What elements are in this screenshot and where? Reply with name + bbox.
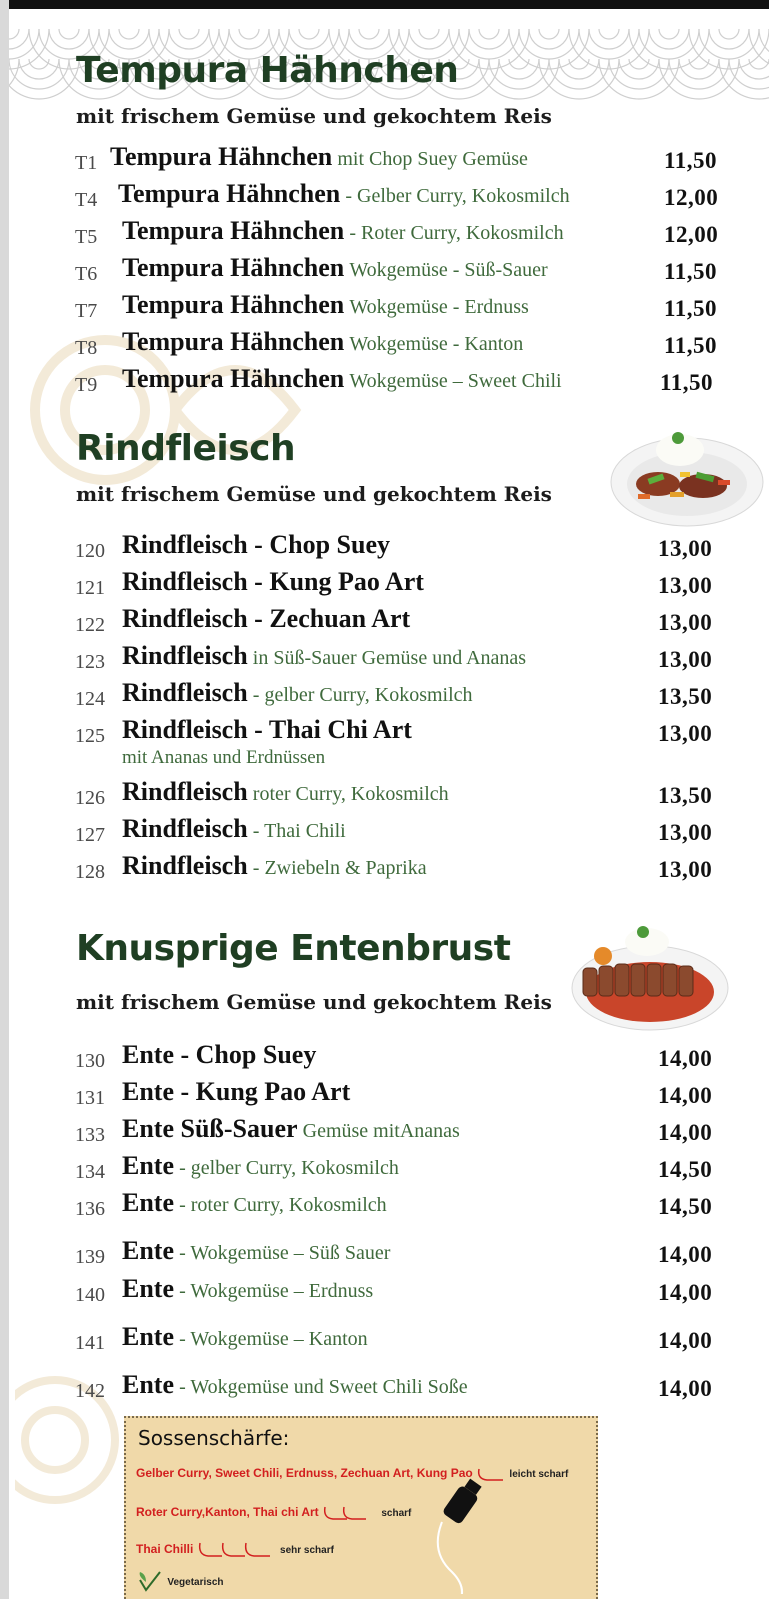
item-text <box>122 1040 316 1070</box>
menu-item-row <box>0 1274 769 1310</box>
legend-mild-label: leicht scharf <box>509 1469 569 1481</box>
item-code: 127 <box>75 824 105 846</box>
item-description: - gelber Curry, Kokosmilch <box>179 1157 399 1179</box>
item-name: Rindfleisch <box>122 641 248 670</box>
chili-icon-triple <box>197 1540 277 1560</box>
item-name: Rindfleisch <box>122 814 248 843</box>
item-price: 14,00 <box>658 1280 713 1305</box>
item-text <box>122 715 412 745</box>
legend-medium <box>136 1504 411 1522</box>
item-text <box>122 327 523 357</box>
legend-hot <box>136 1540 334 1560</box>
item-code: 124 <box>75 688 105 710</box>
item-name: Ente <box>122 1370 174 1399</box>
item-text <box>122 604 410 634</box>
item-price: 13,50 <box>658 684 713 709</box>
item-description: - Roter Curry, Kokosmilch <box>349 222 564 244</box>
duck-dish-image <box>565 920 730 1035</box>
item-price: 13,00 <box>658 647 713 672</box>
item-price: 11,50 <box>664 296 717 321</box>
item-code: T8 <box>75 337 98 359</box>
item-name: Rindfleisch - Chop Suey <box>122 530 390 559</box>
item-name: Rindfleisch - Thai Chi Art <box>122 715 412 744</box>
item-code: 140 <box>75 1284 105 1306</box>
item-text <box>122 814 346 844</box>
section-title-tempura: Tempura Hähnchen <box>76 50 459 91</box>
menu-item-row <box>0 1114 769 1150</box>
item-description: - Zwiebeln & Paprika <box>252 857 427 879</box>
menu-item-row <box>0 327 769 363</box>
item-price: 13,50 <box>658 783 713 808</box>
item-text <box>110 142 528 172</box>
item-code: 121 <box>75 577 105 599</box>
menu-item-row <box>0 814 769 850</box>
item-name: Tempura Hähnchen <box>122 216 345 245</box>
item-code: 123 <box>75 651 105 673</box>
chili-icon-double <box>322 1504 378 1522</box>
item-code: 136 <box>75 1198 105 1220</box>
menu-item-row <box>0 1151 769 1187</box>
item-price: 13,00 <box>658 536 713 561</box>
menu-item-row <box>0 530 769 566</box>
item-description: - Wokgemüse – Erdnuss <box>179 1280 374 1302</box>
item-code: 125 <box>75 725 105 747</box>
beef-dish-image <box>608 414 766 532</box>
item-price: 13,00 <box>658 610 713 635</box>
menu-item-row <box>0 567 769 603</box>
item-price: 14,00 <box>658 1328 713 1353</box>
menu-item-row <box>0 290 769 326</box>
item-code: T7 <box>75 300 98 322</box>
item-text <box>122 1236 390 1266</box>
sauce-bottle-icon <box>426 1474 496 1594</box>
item-name: Ente - Kung Pao Art <box>122 1077 351 1106</box>
section-title-rindfleisch: Rindfleisch <box>76 428 296 469</box>
item-name: Ente <box>122 1322 174 1351</box>
section-title-ente: Knusprige Entenbrust <box>76 928 511 969</box>
item-text <box>122 851 427 881</box>
item-name: Ente <box>122 1236 174 1265</box>
section-subtitle-rindfleisch: mit frischem Gemüse und gekochtem Reis <box>76 482 552 506</box>
item-description: - roter Curry, Kokosmilch <box>179 1194 387 1216</box>
item-name: Rindfleisch <box>122 777 248 806</box>
menu-item-row <box>0 179 769 215</box>
menu-item-row <box>0 1236 769 1272</box>
item-price: 11,50 <box>660 370 713 395</box>
menu-item-row <box>0 1040 769 1076</box>
item-description: - Wokgemüse und Sweet Chili Soße <box>179 1376 468 1398</box>
item-text <box>122 216 564 246</box>
item-text <box>122 678 473 708</box>
item-text <box>122 567 424 597</box>
item-name: Tempura Hähnchen <box>122 327 345 356</box>
item-name: Tempura Hähnchen <box>110 142 333 171</box>
item-text <box>122 530 390 560</box>
menu-item-row <box>0 142 769 178</box>
menu-item-row <box>0 777 769 813</box>
item-name: Rindfleisch - Zechuan Art <box>122 604 411 633</box>
section-subtitle-ente: mit frischem Gemüse und gekochtem Reis <box>76 990 552 1014</box>
item-code: 134 <box>75 1161 105 1183</box>
item-code: T1 <box>75 152 98 174</box>
item-code: T4 <box>75 189 98 211</box>
item-code: 126 <box>75 787 105 809</box>
item-text <box>122 1188 387 1218</box>
item-description: in Süß-Sauer Gemüse und Ananas <box>252 647 527 669</box>
item-price: 14,00 <box>658 1376 713 1401</box>
item-price: 14,00 <box>658 1242 713 1267</box>
item-text <box>122 1077 350 1107</box>
item-name: Ente <box>122 1151 174 1180</box>
item-code: T6 <box>75 263 98 285</box>
menu-item-row <box>0 604 769 640</box>
item-code: 141 <box>75 1332 105 1354</box>
item-text <box>122 641 526 671</box>
item-price: 14,00 <box>658 1046 713 1071</box>
menu-item-row <box>0 641 769 677</box>
item-code: 128 <box>75 861 105 883</box>
item-code: 139 <box>75 1246 105 1268</box>
item-price: 14,50 <box>658 1157 713 1182</box>
section-subtitle-tempura: mit frischem Gemüse und gekochtem Reis <box>76 104 552 128</box>
item-name: Tempura Hähnchen <box>122 364 345 393</box>
item-code: 130 <box>75 1050 105 1072</box>
item-text <box>118 179 570 209</box>
item-price: 11,50 <box>664 333 717 358</box>
item-description: mit Chop Suey Gemüse <box>337 148 528 170</box>
item-price: 13,00 <box>658 721 713 746</box>
item-name: Ente Süß-Sauer <box>122 1114 298 1143</box>
menu-item-row <box>0 851 769 887</box>
item-description: - Thai Chili <box>252 820 346 842</box>
legend-hot-label: sehr scharf <box>280 1545 334 1557</box>
item-name: Rindfleisch <box>122 678 248 707</box>
legend-mild <box>136 1466 568 1482</box>
item-description: - Gelber Curry, Kokosmilch <box>345 185 570 207</box>
item-name: Rindfleisch <box>122 851 248 880</box>
item-code: 142 <box>75 1380 105 1402</box>
item-text <box>122 253 548 283</box>
item-description: Wokgemüse - Süß-Sauer <box>349 259 548 281</box>
legend-title: Sossenschärfe: <box>138 1426 290 1450</box>
item-price: 13,00 <box>658 857 713 882</box>
leaf-icon <box>136 1570 164 1594</box>
item-description: Wokgemüse – Sweet Chili <box>349 370 562 392</box>
top-bar <box>0 0 769 9</box>
legend-medium-label: scharf <box>381 1508 412 1520</box>
item-name: Tempura Hähnchen <box>122 290 345 319</box>
item-text <box>122 777 449 807</box>
item-code: 120 <box>75 540 105 562</box>
legend-veg <box>136 1570 224 1594</box>
item-description: Wokgemüse - Erdnuss <box>349 296 529 318</box>
item-name: Ente - Chop Suey <box>122 1040 317 1069</box>
item-text <box>122 1322 368 1352</box>
item-code: 133 <box>75 1124 105 1146</box>
item-subdescription: mit Ananas und Erdnüssen <box>122 747 326 768</box>
item-code: 122 <box>75 614 105 636</box>
item-price: 12,00 <box>664 185 719 210</box>
item-description: - gelber Curry, Kokosmilch <box>252 684 473 706</box>
item-name: Tempura Hähnchen <box>118 179 341 208</box>
item-name: Ente <box>122 1274 174 1303</box>
legend-medium-text: Roter Curry,Kanton, Thai chi Art <box>136 1505 319 1520</box>
menu-item-row <box>0 253 769 289</box>
item-text <box>122 1370 468 1400</box>
item-name: Tempura Hähnchen <box>122 253 345 282</box>
item-price: 11,50 <box>664 148 717 173</box>
menu-item-row <box>0 678 769 714</box>
spiciness-legend <box>124 1416 598 1599</box>
item-price: 14,00 <box>658 1120 713 1145</box>
item-price: 14,50 <box>658 1194 713 1219</box>
menu-item-row <box>0 1077 769 1113</box>
item-text <box>122 290 529 320</box>
menu-item-row <box>0 364 769 400</box>
item-name: Ente <box>122 1188 174 1217</box>
item-description: roter Curry, Kokosmilch <box>252 783 449 805</box>
legend-hot-text: Thai Chilli <box>136 1542 194 1557</box>
item-price: 13,00 <box>658 573 713 598</box>
item-code: T5 <box>75 226 98 248</box>
ornament-decoration-bottom <box>15 1330 125 1550</box>
legend-veg-label: Vegetarisch <box>167 1577 224 1589</box>
item-text <box>122 1151 399 1181</box>
menu-item-row <box>0 1370 769 1406</box>
item-description: Gemüse mitAnanas <box>302 1120 460 1142</box>
item-description: - Wokgemüse – Kanton <box>179 1328 368 1350</box>
item-description: Wokgemüse - Kanton <box>349 333 524 355</box>
item-price: 13,00 <box>658 820 713 845</box>
item-price: 12,00 <box>664 222 719 247</box>
item-description: - Wokgemüse – Süß Sauer <box>179 1242 391 1264</box>
item-code: 131 <box>75 1087 105 1109</box>
item-price: 11,50 <box>664 259 717 284</box>
menu-item-row <box>0 1188 769 1224</box>
item-price: 14,00 <box>658 1083 713 1108</box>
menu-item-row <box>0 1322 769 1358</box>
item-text <box>122 1274 373 1304</box>
legend-mild-text: Gelber Curry, Sweet Chili, Erdnuss, Zechuan Art, Kung Pao <box>136 1466 473 1481</box>
item-text <box>122 1114 460 1144</box>
item-name: Rindfleisch - Kung Pao Art <box>122 567 424 596</box>
item-code: T9 <box>75 374 98 396</box>
menu-item-row <box>0 715 769 768</box>
item-text <box>122 364 562 394</box>
menu-item-row <box>0 216 769 252</box>
